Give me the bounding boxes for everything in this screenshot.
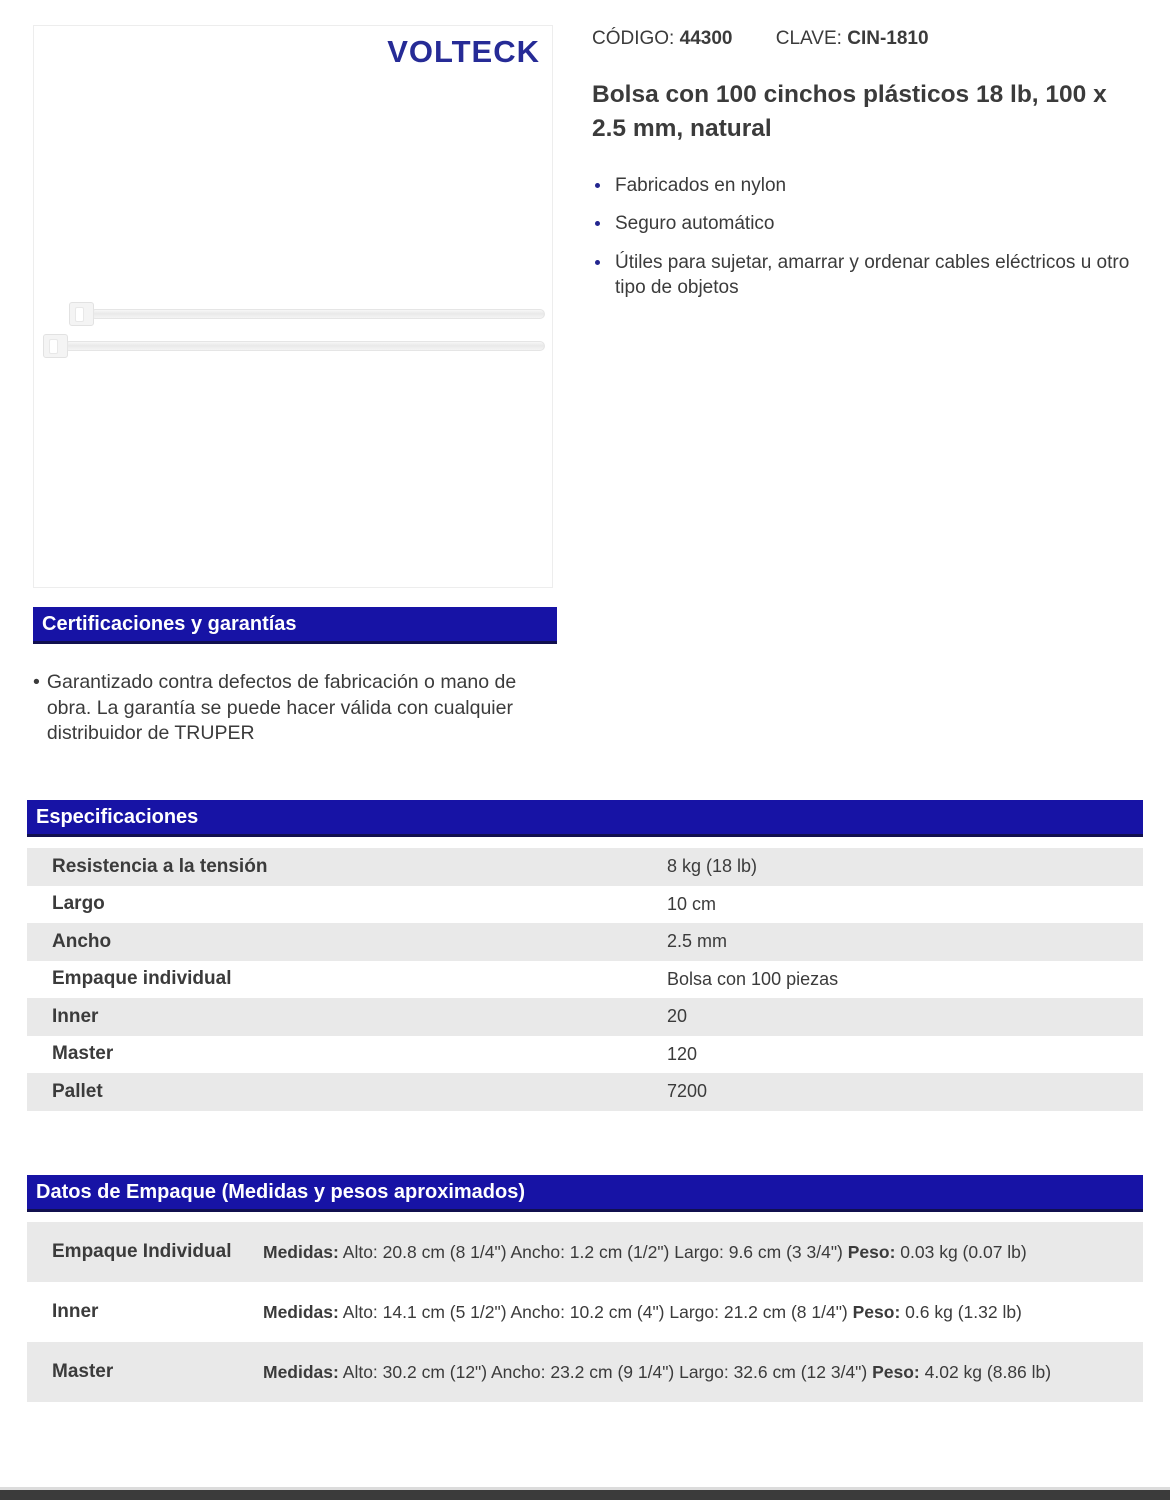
spec-label: Empaque individual	[52, 968, 232, 990]
medidas-label: Medidas:	[263, 1361, 339, 1382]
codigo-value: 44300	[679, 28, 733, 49]
specifications-header-bar	[27, 800, 1143, 837]
table-row	[27, 1036, 1143, 1074]
packaging-details	[263, 1291, 1143, 1333]
table-row	[27, 998, 1143, 1036]
spec-value: 8 kg (18 lb)	[667, 856, 758, 877]
spec-value: 2.5 mm	[667, 931, 728, 952]
spec-value: Bolsa con 100 piezas	[667, 968, 839, 989]
peso-label: Peso:	[847, 1241, 896, 1262]
footer-bar	[0, 1490, 1170, 1500]
table-row	[27, 1282, 1143, 1342]
specifications-header-text: Especificaciones	[36, 806, 199, 828]
spec-label: Pallet	[52, 1080, 103, 1102]
cable-tie-head	[43, 334, 68, 358]
cable-tie-head	[69, 302, 94, 326]
bullet-icon: •	[33, 671, 40, 693]
feature-item	[592, 251, 1150, 300]
packaging-label: Inner	[52, 1301, 99, 1322]
spec-label: Largo	[52, 893, 105, 915]
feature-list	[592, 174, 1150, 301]
feature-text: Fabricados en nylon	[615, 174, 787, 196]
peso-label: Peso:	[872, 1361, 920, 1382]
spec-label: Master	[52, 1043, 114, 1065]
bullet-icon	[595, 221, 600, 226]
spec-label: Ancho	[52, 930, 112, 952]
packaging-label: Empaque Individual	[52, 1241, 232, 1262]
specifications-table	[27, 848, 1143, 1111]
volteck-logo: VOLTECK	[387, 34, 540, 69]
table-row	[27, 961, 1143, 999]
codigo-label: CÓDIGO:	[592, 28, 675, 49]
table-row	[27, 1073, 1143, 1111]
spec-label: Inner	[52, 1005, 99, 1027]
medidas-label: Medidas:	[263, 1301, 339, 1322]
table-row	[27, 1342, 1143, 1402]
table-row	[27, 923, 1143, 961]
product-title: Bolsa con 100 cinchos plásticos 18 lb, 100 x 2.5 mm, natural	[592, 81, 1107, 143]
peso-value: 0.03 kg (0.07 lb)	[900, 1241, 1027, 1262]
spec-value: 7200	[667, 1081, 708, 1102]
feature-text: Seguro automático	[615, 213, 775, 235]
spec-value: 120	[667, 1043, 698, 1064]
product-info-column	[592, 28, 1150, 314]
product-image-box	[33, 25, 553, 588]
cable-tie-strap	[93, 309, 545, 319]
packaging-details	[263, 1231, 1143, 1273]
cable-tie-slot	[75, 307, 84, 322]
clave-value: CIN-1810	[847, 28, 929, 49]
peso-label: Peso:	[852, 1301, 901, 1322]
feature-text: Útiles para sujetar, amarrar y ordenar cables eléctricos u otro tipo de objetos	[615, 251, 1130, 298]
feature-item	[592, 212, 1150, 237]
certifications-header-text: Certificaciones y garantías	[42, 613, 297, 635]
feature-item	[592, 174, 1150, 199]
bullet-icon	[595, 183, 600, 188]
spec-label: Resistencia a la tensión	[52, 855, 268, 877]
table-row	[27, 848, 1143, 886]
packaging-header-bar	[27, 1175, 1143, 1212]
medidas-value: Alto: 20.8 cm (8 1/4") Ancho: 1.2 cm (1/2") Largo: 9.6 cm (3 3/4")	[342, 1241, 843, 1262]
table-row	[27, 886, 1143, 924]
packaging-label: Master	[52, 1361, 114, 1382]
spec-value: 10 cm	[667, 893, 717, 914]
medidas-label: Medidas:	[263, 1241, 339, 1262]
packaging-table	[27, 1222, 1143, 1402]
cable-tie-strap	[67, 341, 545, 351]
warranty-item	[33, 670, 535, 747]
cable-tie-slot	[49, 339, 58, 354]
packaging-details	[263, 1351, 1143, 1393]
packaging-header-text: Datos de Empaque (Medidas y pesos aproximados)	[36, 1181, 526, 1203]
spec-value: 20	[667, 1006, 688, 1027]
clave-label: CLAVE:	[775, 28, 842, 49]
product-codes	[592, 28, 1150, 50]
table-row	[27, 1222, 1143, 1282]
peso-value: 0.6 kg (1.32 lb)	[905, 1301, 1022, 1322]
peso-value: 4.02 kg (8.86 lb)	[924, 1361, 1052, 1382]
medidas-value: Alto: 14.1 cm (5 1/2") Ancho: 10.2 cm (4") Largo: 21.2 cm (8 1/4")	[342, 1301, 848, 1322]
bullet-icon	[595, 260, 600, 265]
medidas-value: Alto: 30.2 cm (12") Ancho: 23.2 cm (9 1/4") Largo: 32.6 cm (12 3/4")	[342, 1361, 868, 1382]
warranty-text: Garantizado contra defectos de fabricación o mano de obra. La garantía se puede hacer válida con cualquier distribuidor de TRUPER	[46, 671, 517, 745]
certifications-header-bar	[33, 607, 557, 644]
